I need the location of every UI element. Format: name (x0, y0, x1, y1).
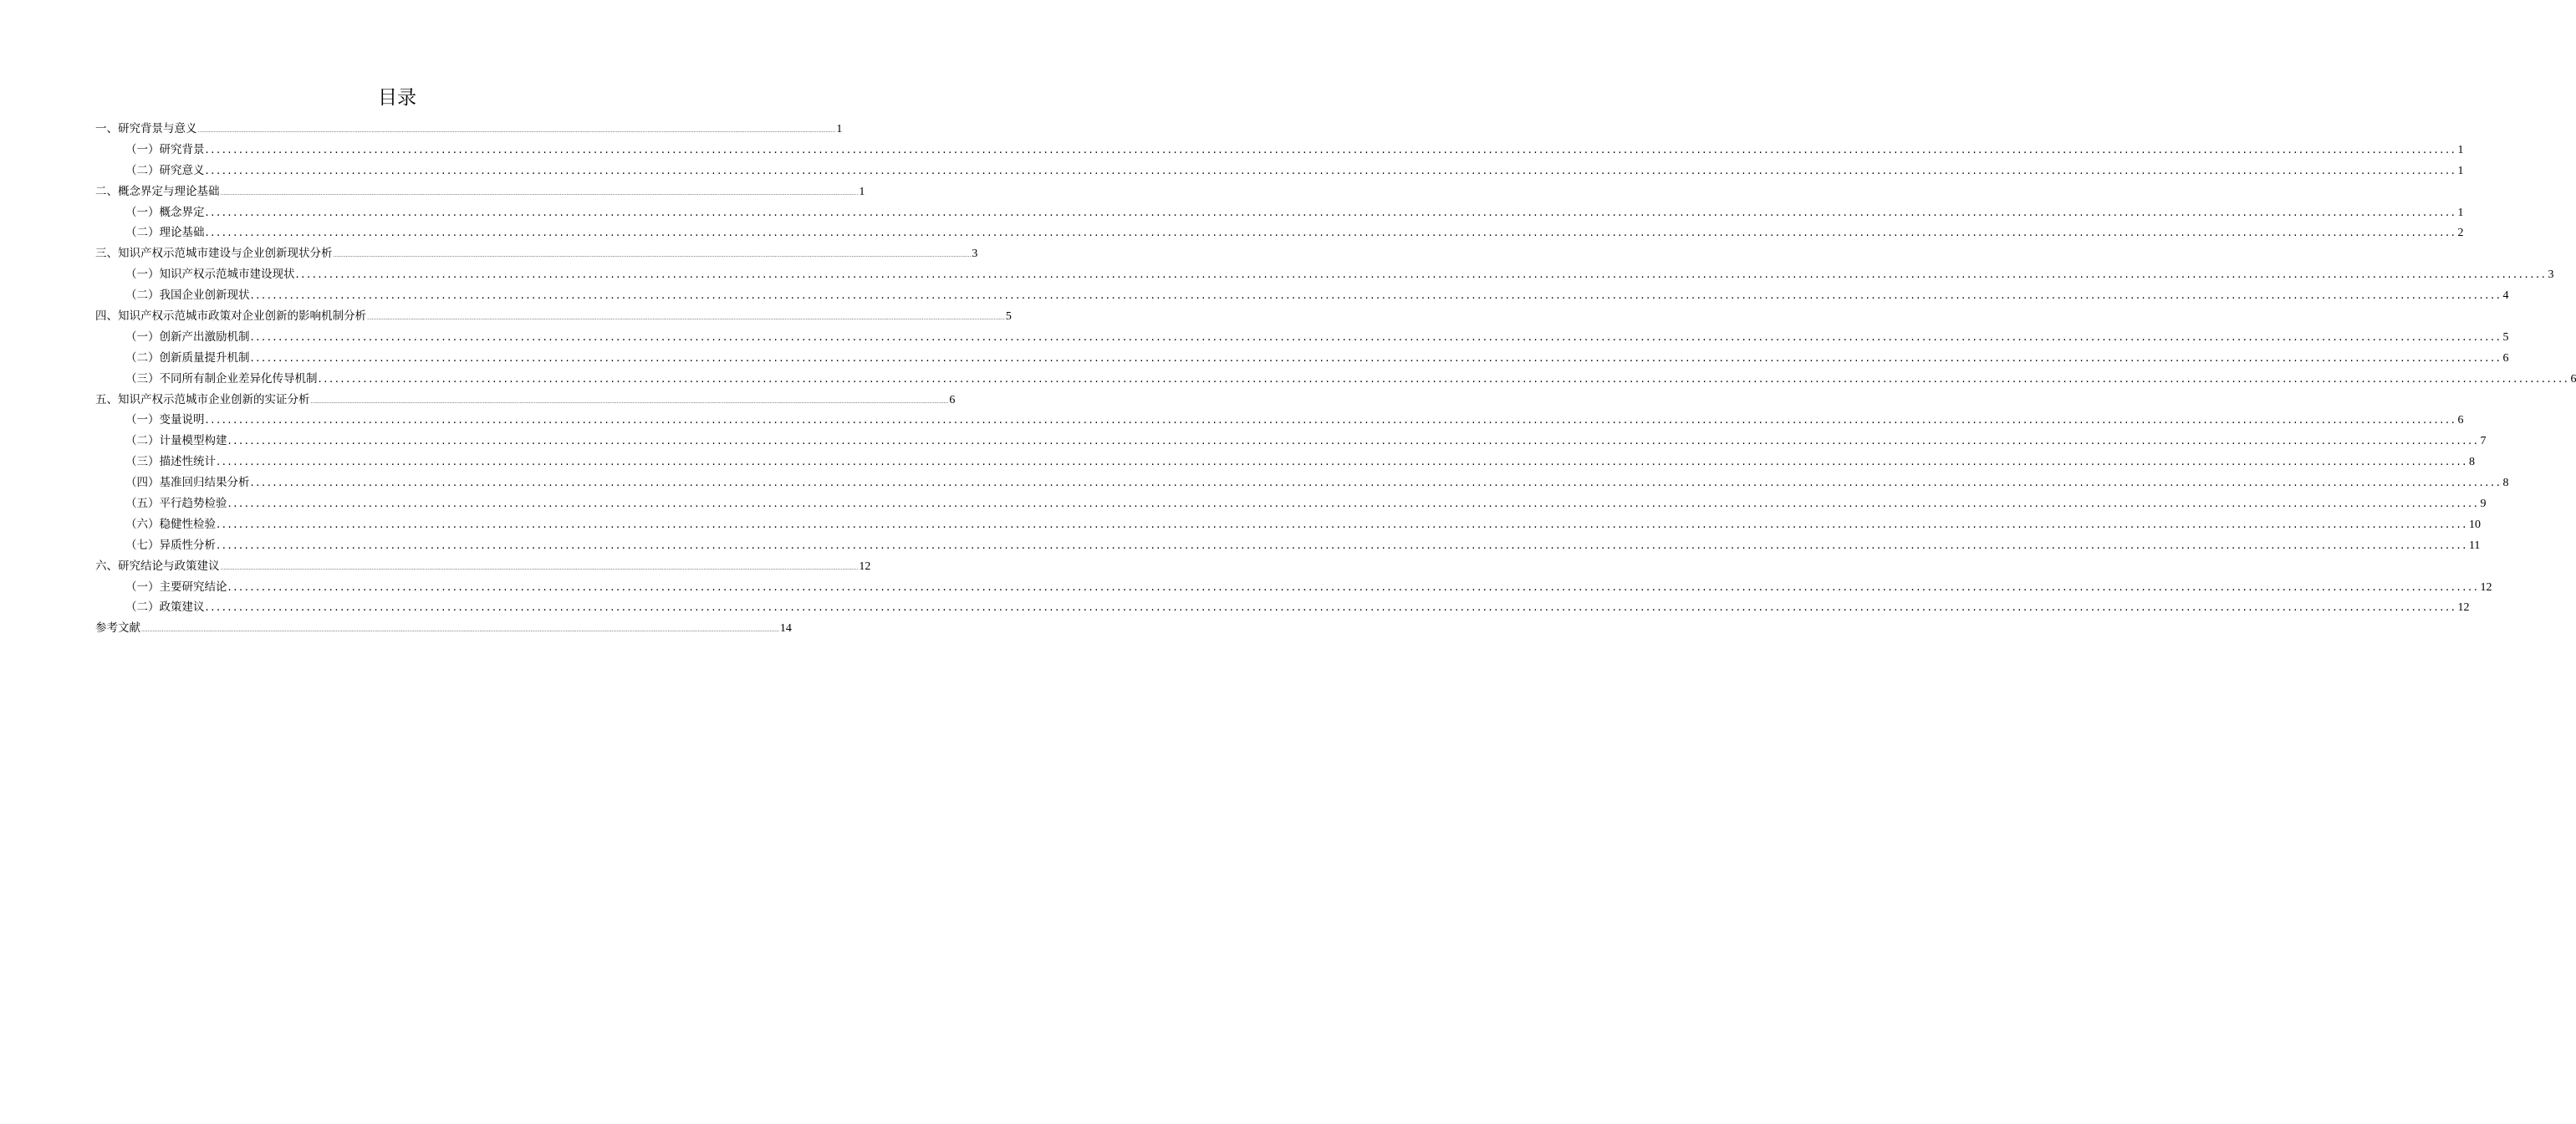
toc-dot-leader: ................................................................................................................................................................................................................................................................................................................................................................................................................ (217, 456, 2468, 469)
toc-section-entry[interactable] (95, 161, 2464, 181)
toc-page-number: 6 (2457, 414, 2464, 427)
toc-dot-leader: ................................................................................................................................................................................................................................................................................................................................................................................................................ (205, 601, 2457, 615)
toc-section-entry[interactable] (95, 327, 2509, 348)
toc-section-entry[interactable] (95, 410, 2464, 431)
toc-page-number: 5 (1005, 310, 1012, 324)
toc-entry-label: 一、研究背景与意义 (95, 122, 197, 135)
toc-entry-label: （二）创新质量提升机制 (125, 350, 250, 365)
toc-chapter-entry[interactable] (95, 181, 865, 202)
toc-entry-label: （二）计量模型构建 (125, 434, 227, 448)
toc-section-entry[interactable] (95, 535, 2481, 556)
toc-entry-label: 参考文献 (95, 621, 140, 636)
toc-section-entry[interactable] (95, 202, 2464, 223)
toc-entry-label: （二）我国企业创新现状 (125, 289, 250, 303)
toc-page-number: 12 (859, 559, 871, 573)
toc-section-entry[interactable] (95, 140, 2464, 161)
toc-entry-label: （六）稳健性检验 (125, 517, 216, 531)
toc-dot-leader: ................................................................................................................................................................................................................................................................................................................................................................................................................ (217, 539, 2468, 552)
toc-page-number: 6 (949, 393, 956, 406)
toc-chapter-entry[interactable] (95, 119, 843, 140)
toc-dot-leader: ................................................................................................................................................................................................................................................................................................................................................................................................................ (227, 435, 2480, 448)
toc-dot-leader: ................................................................................................................................................................................................................................................................................................................................................................................................................ (205, 164, 2457, 177)
toc-page-number: 1 (2457, 143, 2464, 156)
toc-dot-leader: ................................................................................................................................................................................................................................................................................................................................................................................................................ (217, 518, 2468, 531)
toc-dot-leader: ................................................................................................................................................................................................................................................................................................................................................................................................................ (250, 289, 2502, 303)
toc-dot-leader: ................................................................................................................................................................................................................................................................................................................................................................................................................ (205, 206, 2457, 219)
toc-page-number: 1 (836, 123, 843, 135)
toc-page-number: 2 (2457, 227, 2464, 240)
toc-page-number: 4 (2502, 289, 2509, 303)
toc-section-entry[interactable] (95, 452, 2475, 473)
toc-dot-leader: ................................................................................................................................................................................................................................................................................................................................................................................................................ (205, 414, 2457, 427)
toc-chapter-entry[interactable] (95, 306, 1012, 327)
toc-entry-label: （一）知识产权示范城市建设现状 (125, 268, 295, 282)
toc-section-entry[interactable] (95, 597, 2470, 618)
toc-page-number: 12 (2480, 580, 2492, 594)
toc-dot-leader: ................................................................................................................................................................................................................................................................................................................................................................................................................ (250, 477, 2502, 490)
toc-section-entry[interactable] (95, 285, 2509, 306)
toc-page-number: 3 (972, 248, 978, 261)
toc-entry-label: （四）基准回归结果分析 (125, 476, 250, 490)
toc-entry-label: 六、研究结论与政策建议 (95, 559, 220, 573)
toc-chapter-entry[interactable] (95, 618, 792, 639)
toc-page-number: 12 (2457, 601, 2470, 615)
toc-entry-label: （一）概念界定 (125, 205, 205, 219)
toc-section-entry[interactable] (95, 577, 2492, 598)
toc-dot-leader: ................................................................................................................................................................................................................................................................................................................................................................................................................ (227, 580, 2480, 594)
toc-chapter-entry[interactable] (95, 556, 871, 577)
toc-entry-label: （七）异质性分析 (125, 538, 216, 552)
toc-dot-leader: ................................................................................................................................................................................................................................................................................................................................................................................................................ (205, 227, 2457, 240)
toc-dot-leader: ................................................................................................................................................................................................................................................................................................................................................................................................................ (250, 351, 2502, 365)
toc-dot-leader: ................................................................................................................................................................................................................................................................................................................................................................................................................ (367, 315, 1005, 322)
toc-page-number: 6 (2502, 351, 2509, 365)
toc-dot-leader: ................................................................................................................................................................................................................................................................................................................................................................................................................ (295, 268, 2548, 282)
toc-page-number: 8 (2468, 456, 2475, 469)
toc-entry-label: （一）变量说明 (125, 413, 205, 427)
toc-chapter-entry[interactable] (95, 390, 956, 411)
toc-page-number: 10 (2468, 518, 2481, 531)
toc-section-entry[interactable] (95, 514, 2481, 535)
toc-dot-leader: ................................................................................................................................................................................................................................................................................................................................................................................................................ (318, 372, 2570, 386)
toc-page-number: 1 (2457, 206, 2464, 219)
toc-entry-label: 四、知识产权示范城市政策对企业创新的影响机制分析 (95, 309, 366, 324)
toc-page-number: 11 (2468, 539, 2481, 552)
toc-entry-label: 二、概念界定与理论基础 (95, 184, 220, 198)
toc-page-number: 7 (2480, 435, 2487, 448)
toc-page-number: 9 (2480, 498, 2487, 511)
toc-entry-label: （五）平行趋势检验 (125, 497, 227, 511)
toc-entry-label: （二）研究意义 (125, 163, 205, 177)
toc-page-number: 6 (2570, 372, 2576, 386)
toc-page-number: 14 (779, 622, 792, 636)
toc-entry-label: 五、知识产权示范城市企业创新的实证分析 (95, 392, 310, 406)
toc-entry-label: （三）不同所有制企业差异化传导机制 (125, 371, 318, 386)
toc-section-entry[interactable] (95, 222, 2464, 243)
toc-section-entry[interactable] (95, 473, 2509, 493)
toc-entry-label: （一）研究背景 (125, 142, 205, 156)
toc-section-entry[interactable] (95, 431, 2487, 452)
toc-entry-label: （一）主要研究结论 (125, 580, 227, 594)
toc-page-number: 1 (859, 185, 865, 198)
toc-page-number: 8 (2502, 477, 2509, 490)
toc-page-number: 3 (2548, 268, 2554, 282)
toc-section-entry[interactable] (95, 264, 2554, 285)
toc-dot-leader: ................................................................................................................................................................................................................................................................................................................................................................................................................ (220, 565, 859, 571)
toc-dot-leader: ................................................................................................................................................................................................................................................................................................................................................................................................................ (205, 143, 2457, 156)
toc-entry-label: （二）理论基础 (125, 226, 205, 240)
toc-dot-leader: ................................................................................................................................................................................................................................................................................................................................................................................................................ (197, 128, 836, 134)
toc-page-number: 5 (2502, 330, 2509, 344)
toc-dot-leader: ................................................................................................................................................................................................................................................................................................................................................................................................................ (220, 190, 859, 197)
toc-section-entry[interactable] (95, 369, 2576, 390)
toc-dot-leader: ................................................................................................................................................................................................................................................................................................................................................................................................................ (250, 330, 2502, 344)
toc-dot-leader: ................................................................................................................................................................................................................................................................................................................................................................................................................ (333, 253, 972, 259)
toc-dot-leader: ................................................................................................................................................................................................................................................................................................................................................................................................................ (310, 398, 949, 405)
toc-section-entry[interactable] (95, 348, 2509, 369)
toc-section-entry[interactable] (95, 493, 2487, 514)
table-of-contents (95, 119, 2576, 639)
toc-dot-leader: ................................................................................................................................................................................................................................................................................................................................................................................................................ (141, 627, 779, 634)
toc-entry-label: （二）政策建议 (125, 600, 205, 615)
page-title: 目录 (378, 87, 416, 109)
toc-entry-label: （一）创新产出激励机制 (125, 330, 250, 344)
toc-entry-label: （三）描述性统计 (125, 455, 216, 469)
toc-page-number: 1 (2457, 164, 2464, 177)
toc-chapter-entry[interactable] (95, 243, 978, 264)
toc-dot-leader: ................................................................................................................................................................................................................................................................................................................................................................................................................ (227, 498, 2480, 511)
toc-entry-label: 三、知识产权示范城市建设与企业创新现状分析 (95, 247, 333, 261)
